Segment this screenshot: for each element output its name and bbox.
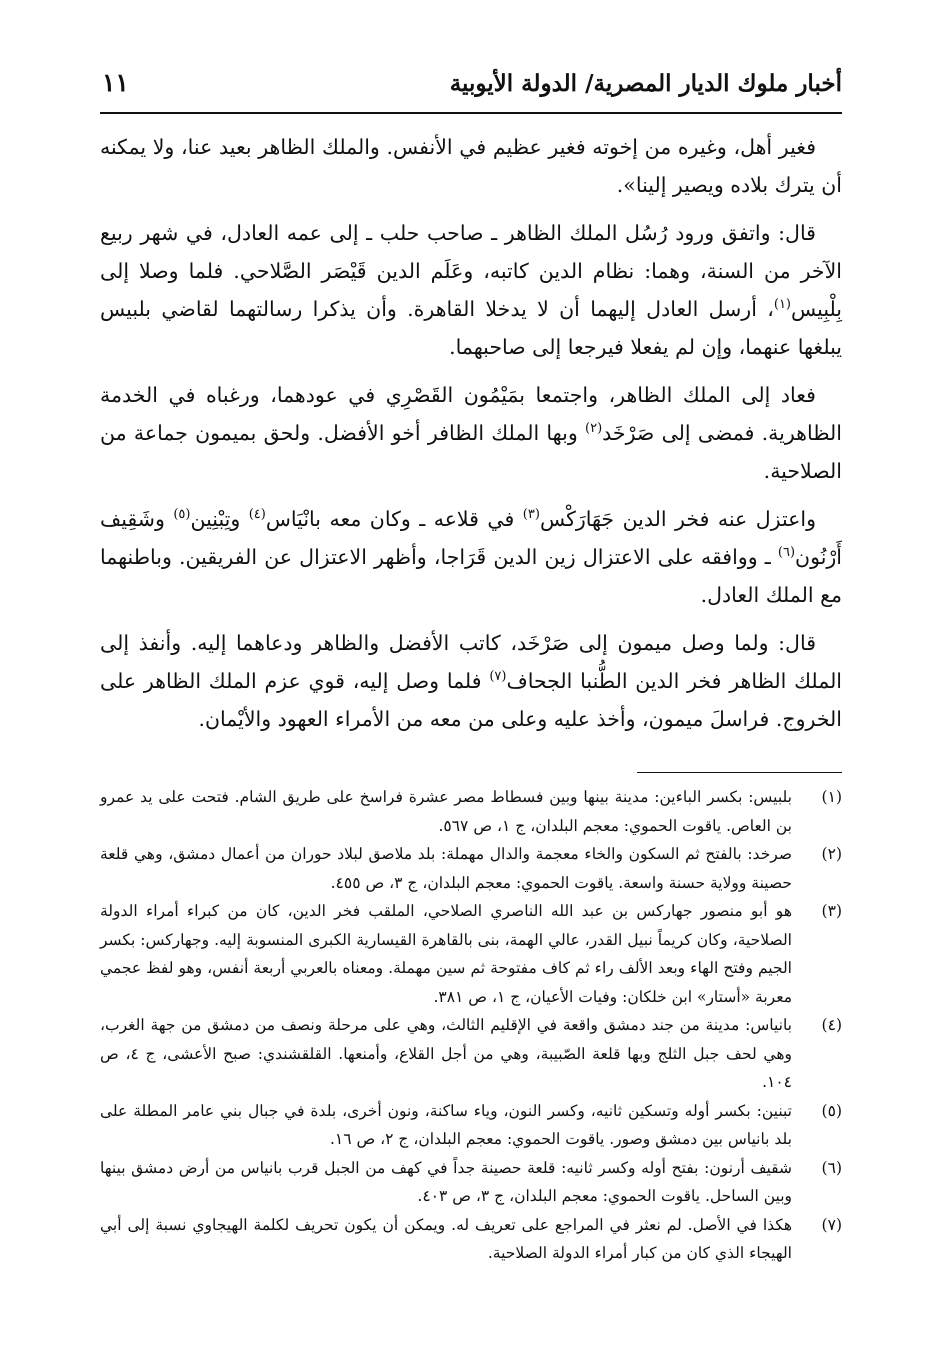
page-number: ١١ <box>102 68 129 97</box>
footnote-6 <box>100 1154 842 1211</box>
paragraph-5 <box>100 624 842 738</box>
footnote-ref-7[interactable]: (٧) <box>489 669 507 685</box>
book-page <box>100 60 842 1340</box>
footnote-ref-1[interactable]: (١) <box>773 297 791 313</box>
text-segment: قال: ولما وصل ميمون إلى صَرْخَد، كاتب الأفضل والظاهر ودعاهما إليه. وأنفذ إلى الملك الظاهر فخر الدين الطُّنبا الجحاف <box>100 631 843 693</box>
footnote-text: صرخد: بالفتح ثم السكون والخاء معجمة والدال مهملة: بلد ملاصق لبلاد حوران من أعمال دمشق، وهي قلعة حصينة وولاية حسنة واسعة. ياقوت الحموي: معجم البلدان، ج ٣، ص ٤٥٥. <box>100 845 792 892</box>
main-text <box>100 128 842 738</box>
text-segment: فغير أهل، وغيره من إخوته فغير عظيم في الأنفس. والملك الظاهر بعيد عنا، ولا يمكنه أن يترك بلاده ويصير إلينا». <box>100 135 842 197</box>
paragraph-4 <box>100 500 842 614</box>
paragraph-1 <box>100 128 842 204</box>
footnote-4 <box>100 1011 842 1097</box>
footnotes <box>100 783 842 1268</box>
header-title: أخبار ملوك الديار المصرية/ الدولة الأيوبية <box>449 70 842 97</box>
footnote-number: (٣) <box>821 902 842 920</box>
footnote-number: (٢) <box>821 845 842 863</box>
footnote-3 <box>100 897 842 1011</box>
footnote-ref-5[interactable]: (٥) <box>173 507 191 523</box>
footnote-number: (٧) <box>821 1215 842 1234</box>
text-segment: وتِبْنِين <box>190 507 249 531</box>
footnote-text: هكذا في الأصل. لم نعثر في المراجع على تعريف له. ويمكن أن يكون تحريف لكلمة الهيجاوي نسبة إلى أبي الهيجاء الذي كان من كبار أمراء الدولة الصلاحية. <box>100 1215 792 1262</box>
footnote-1 <box>100 783 842 840</box>
footnote-ref-4[interactable]: (٤) <box>248 507 266 523</box>
footnote-text: بلبيس: بكسر الباءين: مدينة بينها وبين فسطاط مصر عشرة فراسخ على طريق الشام. فتحت على يد عمرو بن العاص. ياقوت الحموي: معجم البلدان، ج ١، ص ٥٦٧. <box>100 788 792 835</box>
footnote-7 <box>100 1211 842 1268</box>
text-segment: فلما وصل إليه، قوي عزم الملك الظاهر على الخروج. فراسلَ ميمون، وأخذ عليه وعلى من معه من الأمراء العهود والأيْمان. <box>100 669 842 731</box>
footnote-ref-3[interactable]: (٣) <box>522 507 540 523</box>
running-header <box>100 60 842 114</box>
paragraph-2 <box>100 214 842 366</box>
footnote-text: شقيف أرنون: بفتح أوله وكسر ثانيه: قلعة حصينة جداً في كهف من الجبل قرب بانياس من أرض دمشق بينها وبين الساحل. ياقوت الحموي: معجم البلدان، ج ٣، ص ٤٠٣. <box>100 1158 792 1205</box>
footnote-number: (١) <box>821 788 842 806</box>
text-segment: وشَقِيف أَرْنُون <box>100 507 842 569</box>
footnote-ref-6[interactable]: (٦) <box>777 545 796 561</box>
text-segment: ، أرسل العادل إليهما أن لا يدخلا القاهرة. وأن يذكرا رسالتهما لقاضي بلبيس يبلغها عنهما، وإن لم يفعلا فيرجعا إلى صاحبهما. <box>100 297 842 359</box>
paragraph-3 <box>100 376 842 490</box>
footnote-number: (٦) <box>821 1158 842 1177</box>
footnote-number: (٤) <box>821 1016 842 1034</box>
text-segment: في قلاعه ـ وكان معه بانْيَاس <box>265 507 523 531</box>
footnote-text: تبنين: بكسر أوله وتسكين ثانيه، وكسر النون، وياء ساكنة، ونون أخرى، بلدة في جبال بني عامر المطلة على بلد بانياس بين دمشق وصور. ياقوت الحموي: معجم البلدان، ج ٢، ص ١٦. <box>100 1101 792 1148</box>
text-segment: فعاد إلى الملك الظاهر، واجتمعا بمَيْمُون القَصْرِي في عودهما، ورغباه في الخدمة الظاهرية. فمضى إلى صَرْخَد <box>100 383 842 445</box>
footnote-divider <box>637 772 842 773</box>
text-segment: واعتزل عنه فخر الدين جَهَارَكْس <box>539 507 816 531</box>
footnote-5 <box>100 1097 842 1154</box>
footnote-ref-2[interactable]: (٢) <box>585 421 603 437</box>
footnote-number: (٥) <box>821 1101 842 1120</box>
footnote-2 <box>100 840 842 897</box>
text-segment: قال: واتفق ورود رُسُل الملك الظاهر ـ صاحب حلب ـ إلى عمه العادل، في شهر ربيع الآخر من السنة، وهما: نظام الدين كاتبه، وعَلَم الدين قَيْصَر الصَّلاحي. فلما وصلا إلى بِلْبِيس <box>100 221 842 321</box>
text-segment: ـ ووافقه على الاعتزال زين الدين قَرَاجا، وأظهر الاعتزال عن الفريقين. وباطنهما مع الملك العادل. <box>100 545 842 607</box>
footnote-text: هو أبو منصور جهاركس بن عبد الله الناصري الصلاحي، الملقب فخر الدين، كان من كبراء أمراء الدولة الصلاحية، وكان كريماً نبيل القدر، عالي الهمة، بنى بالقاهرة القيسارية الكبرى المنسوبة إليه. وجهاركس: بكسر الجيم وفتح الهاء وبعد الألف راء ثم كاف مفتوحة ثم سين مهملة. ومعناه بالعربي أربعة أنفس، وهو لفظ عجمي معربة «أستار» ابن خلكان: وفيات الأعيان، ج ١، ص ٣٨١. <box>100 902 792 1006</box>
footnote-text: بانياس: مدينة من جند دمشق واقعة في الإقليم الثالث، وهي على مرحلة ونصف من دمشق من جهة الغرب، وهي لحف جبل الثلج وبها قلعة الصّبيبة، وهي من أجل القلاع، وأمنعها. القلقشندي: صبح الأعشى، ج ٤، ص ١٠٤. <box>100 1016 793 1091</box>
text-segment: وبها الملك الظافر أخو الأفضل. ولحق بميمون جماعة من الصلاحية. <box>100 421 842 483</box>
